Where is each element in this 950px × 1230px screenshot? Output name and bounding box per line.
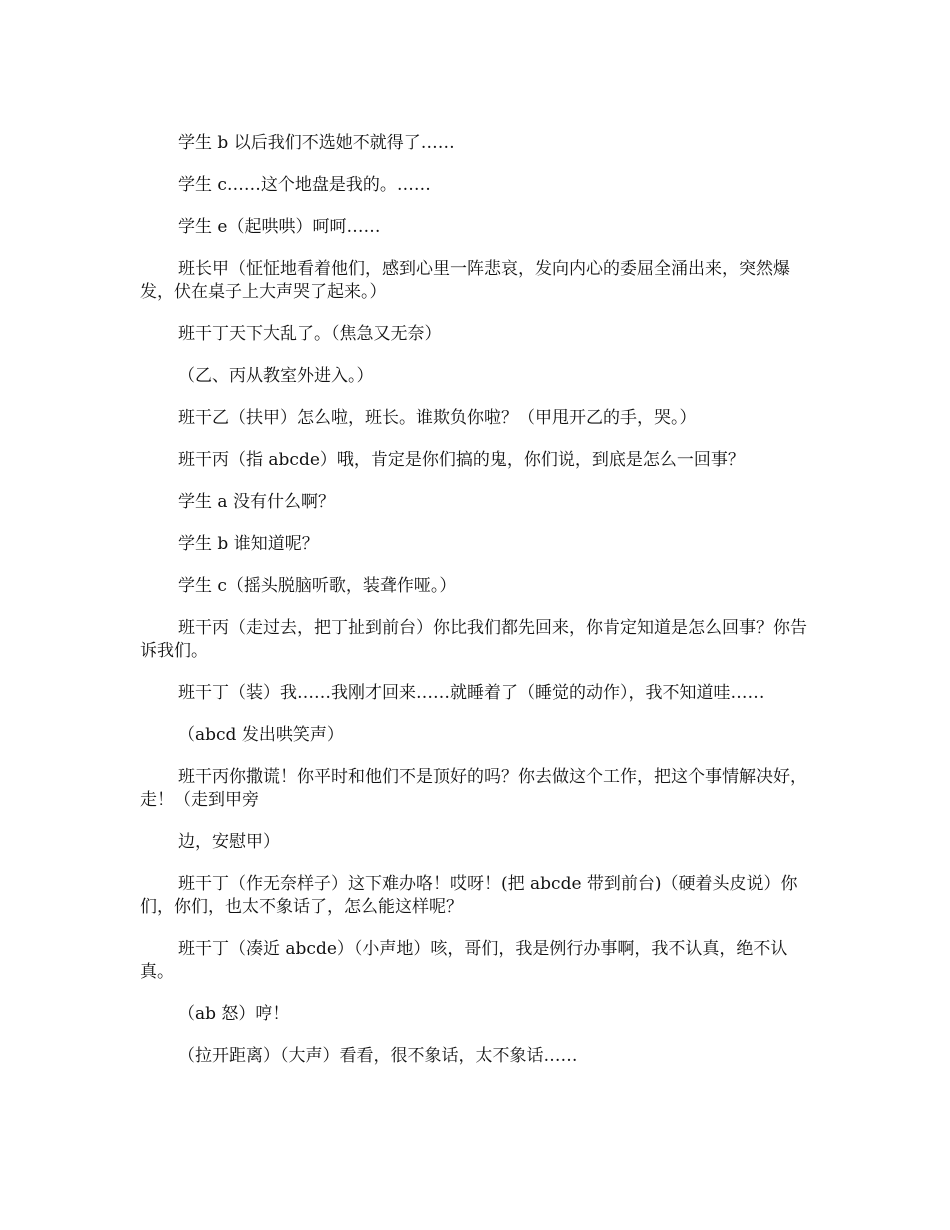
paragraph: 班干丁（凑近 abcde）（小声地）咳，哥们，我是例行办事啊，我不认真，绝不认真。 <box>140 939 788 982</box>
paragraph: （拉开距离）（大声）看看，很不象话，太不象话…… <box>178 1046 578 1066</box>
paragraph: 班干乙（扶甲）怎么啦，班长。谁欺负你啦？（甲甩开乙的手，哭。） <box>178 408 697 428</box>
paragraph: 学生 c……这个地盘是我的。…… <box>178 175 431 195</box>
document-body <box>140 132 815 1087</box>
paragraph: 班干丙（走过去，把丁扯到前台）你比我们都先回来，你肯定知道是怎么回事？你告诉我们。 <box>140 618 807 661</box>
paragraph: 班干丁（作无奈样子）这下难办咯！哎呀！(把 abcde 带到前台)（硬着头皮说）你们，你们，也太不象话了，怎么能这样呢？ <box>140 874 798 917</box>
paragraph: （乙、丙从教室外进入。） <box>178 366 374 386</box>
paragraph: 班长甲（怔怔地看着他们，感到心里一阵悲哀，发向内心的委屈全涌出来，突然爆发，伏在桌子上大声哭了起来。） <box>140 259 790 302</box>
paragraph: 学生 b 以后我们不选她不就得了…… <box>178 133 455 153</box>
paragraph: 学生 c（摇头脱脑听歌，装聋作哑。） <box>178 576 457 596</box>
paragraph: 学生 a 没有什么啊？ <box>178 492 335 512</box>
paragraph: 班干丙你撒谎！你平时和他们不是顶好的吗？你去做这个工作，把这个事情解决好，走！（走到甲旁 <box>140 767 807 810</box>
paragraph: 学生 e（起哄哄）呵呵…… <box>178 217 381 237</box>
paragraph: （abcd 发出哄笑声） <box>178 725 344 745</box>
paragraph: 班干丙（指 abcde）哦，肯定是你们搞的鬼，你们说，到底是怎么一回事？ <box>178 450 745 470</box>
paragraph: 班干丁（装）我……我刚才回来……就睡着了（睡觉的动作），我不知道哇…… <box>178 683 765 703</box>
paragraph: （ab 怒）哼！ <box>178 1004 290 1024</box>
paragraph: 边，安慰甲） <box>178 832 280 852</box>
paragraph: 学生 b 谁知道呢？ <box>178 534 319 554</box>
paragraph: 班干丁天下大乱了。（焦急又无奈） <box>178 324 442 344</box>
